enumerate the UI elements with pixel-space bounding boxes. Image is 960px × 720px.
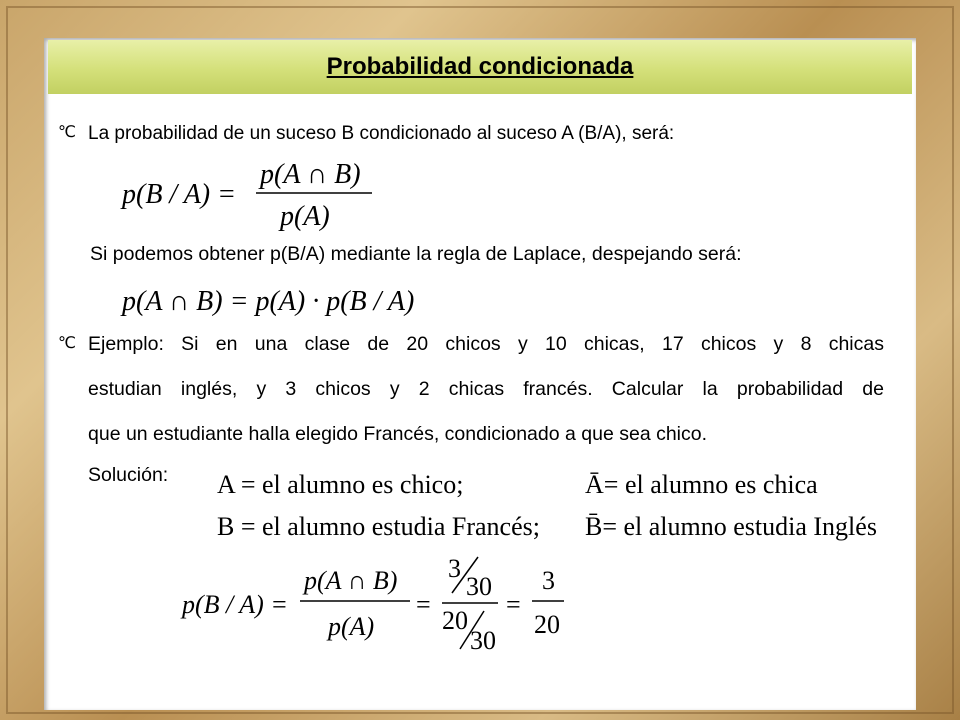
title-bar: [48, 40, 912, 94]
formula-solution: [180, 555, 580, 655]
event-definitions: [215, 465, 915, 550]
example-line-2: estudian inglés, y 3 chicos y 2 chicas francés. Calcular la probabilidad de: [88, 378, 884, 400]
paragraph-laplace: Si podemos obtener p(B/A) mediante la regla de Laplace, despejando será:: [90, 243, 742, 265]
formula-multiplication-rule: [120, 278, 460, 322]
frac-num-bottom: 30: [466, 572, 492, 601]
bullet-icon: ℃: [58, 335, 76, 352]
result-numerator: 3: [542, 566, 555, 595]
formula1-numerator: p(A ∩ B): [260, 159, 361, 190]
definition-b: B = el alumno estudia Francés;: [217, 512, 540, 541]
result-denominator: 20: [534, 610, 560, 639]
formula2-text: p(A ∩ B) = p(A) · p(B / A): [122, 286, 415, 317]
formula-conditional-probability: [120, 155, 380, 235]
definition-a: A = el alumno es chico;: [217, 470, 464, 499]
example-line-3: que un estudiante halla elegido Francés, condicionado a que sea chico.: [88, 423, 708, 445]
formula3-denominator: p(A): [328, 612, 375, 641]
frac-den-top: 20: [442, 606, 468, 635]
frac-den-bottom: 30: [470, 626, 496, 655]
slide-title: Probabilidad condicionada: [326, 53, 634, 80]
example-line-1: Ejemplo: Si en una clase de 20 chicos y 10 chicas, 17 chicos y 8 chicas: [88, 333, 884, 355]
formula1-denominator: p(A): [280, 201, 330, 232]
paragraph-definition: La probabilidad de un suceso B condicionado al suceso A (B/A), será:: [88, 123, 675, 144]
bullet-icon: ℃: [58, 124, 76, 141]
formula3-equals-2: =: [506, 590, 521, 619]
formula1-lhs: p(B / A) =: [122, 179, 237, 210]
formula3-equals-1: =: [416, 590, 431, 619]
formula3-lhs: p(B / A) =: [182, 590, 288, 619]
definition-not-b: B̄= el alumno estudia Inglés: [585, 512, 877, 541]
solution-label: Solución:: [88, 464, 169, 486]
frac-num-top: 3: [448, 555, 461, 583]
formula3-numerator: p(A ∩ B): [304, 566, 398, 595]
definition-not-a: Ā= el alumno es chica: [585, 470, 818, 499]
